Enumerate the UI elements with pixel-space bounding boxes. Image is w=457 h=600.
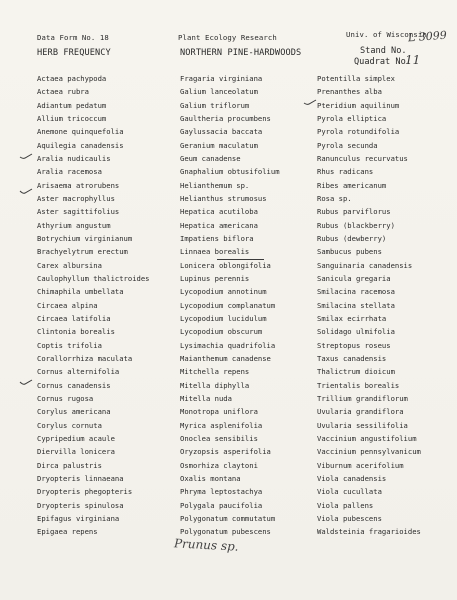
species-item: Corallorrhiza maculata [37, 353, 133, 363]
species-item: Dryopteris linnaeana [37, 473, 124, 483]
species-item: Rosa sp. [317, 193, 352, 203]
species-item: Polygonatum commutatum [180, 513, 276, 523]
species-item: Impatiens biflora [180, 233, 254, 243]
species-item: Lycopodium lucidulum [180, 313, 267, 323]
species-item: Prenanthes alba [317, 87, 382, 97]
species-item: Gaylussacia baccata [180, 127, 263, 137]
species-item: Gaultheria procumbens [180, 113, 271, 123]
species-item: Dirca palustris [37, 460, 102, 470]
species-item: Corylus americana [37, 407, 111, 417]
species-item: Thalictrum dioicum [317, 367, 395, 377]
species-column-2 [180, 72, 280, 538]
quadrat-value-handwritten: 11 [405, 53, 421, 67]
form-subtitle: NORTHERN PINE-HARDWOODS [180, 48, 302, 58]
species-item: Circaea latifolia [37, 313, 111, 323]
handwritten-note: Prunus sp. [173, 536, 239, 554]
species-item: Lycopodium annotinum [180, 287, 267, 297]
project-name: Plant Ecology Research [178, 33, 277, 42]
species-item: Polygonatum pubescens [180, 527, 271, 537]
species-item: Epigaea repens [37, 527, 98, 537]
species-item: Rhus radicans [317, 167, 374, 177]
species-item: Viola pubescens [317, 513, 382, 523]
species-item: Botrychium virginianum [37, 233, 133, 243]
species-item: Viburnum acerifolium [317, 460, 404, 470]
species-item: Epifagus virginiana [37, 513, 120, 523]
species-item: Arisaema atrorubens [37, 180, 120, 190]
form-number: Data Form No. 18 [37, 33, 109, 42]
species-item: Hepatica americana [180, 220, 258, 230]
species-item: Trillium grandiflorum [317, 393, 408, 403]
species-item: Circaea alpina [37, 300, 98, 310]
species-item: Galium lanceolatum [180, 87, 258, 97]
species-item: Smilacina stellata [317, 300, 395, 310]
species-item: Hepatica acutiloba [180, 207, 258, 217]
species-item: Anemone quinquefolia [37, 127, 124, 137]
species-item: Athyrium angustum [37, 220, 111, 230]
species-item: Cypripedium acaule [37, 433, 115, 443]
species-item: Waldsteinia fragarioides [317, 527, 421, 537]
species-item: Polygala paucifolia [180, 500, 263, 510]
form-title: HERB FREQUENCY [37, 48, 111, 58]
species-item: Cornus canadensis [37, 380, 111, 390]
species-item: Dryopteris spinulosa [37, 500, 124, 510]
species-item: Myrica asplenifolia [180, 420, 263, 430]
species-item: Lycopodium obscurum [180, 327, 263, 337]
species-item: Uvularia grandiflora [317, 407, 404, 417]
species-item: Fragaria virginiana [180, 74, 263, 83]
species-item: Trientalis borealis [317, 380, 400, 390]
species-item: Sambucus pubens [317, 247, 382, 257]
species-item: Clintonia borealis [37, 327, 115, 337]
species-item: Actaea rubra [37, 87, 89, 97]
species-item: Onoclea sensibilis [180, 433, 258, 443]
species-item: Adiantum pedatum [37, 100, 107, 110]
species-item: Ranunculus recurvatus [317, 153, 408, 163]
species-item: Pteridium aquilinum [317, 100, 400, 110]
species-item: Gnaphalium obtusifolium [180, 167, 280, 177]
species-item: Vaccinium angustifolium [317, 433, 417, 443]
species-item: Mitchella repens [180, 367, 250, 377]
species-item: Pyrola secunda [317, 140, 378, 150]
species-item: Smilacina racemosa [317, 287, 395, 297]
species-item: Viola canadensis [317, 473, 387, 483]
checkmark-icon [19, 187, 33, 195]
species-item: Actaea pachypoda [37, 74, 107, 83]
species-item: Aquilegia canadensis [37, 140, 124, 150]
quadrat-label: Quadrat No. [354, 57, 411, 67]
species-item: Taxus canadensis [317, 353, 387, 363]
species-item: Viola pallens [317, 500, 374, 510]
species-item: Rubus parviflorus [317, 207, 391, 217]
species-column-3 [317, 72, 421, 538]
species-item: Chimaphila umbellata [37, 287, 124, 297]
species-item: Geranium maculatum [180, 140, 258, 150]
stand-label: Stand No. [360, 46, 407, 56]
species-item: Sanicula gregaria [317, 273, 391, 283]
species-item: Aster sagittifolius [37, 207, 120, 217]
species-item: Lysimachia quadrifolia [180, 340, 276, 350]
species-item: Oxalis montana [180, 473, 241, 483]
species-item: Ribes americanum [317, 180, 387, 190]
species-item: Mitella diphylla [180, 380, 250, 390]
species-item: Helianthus strumosus [180, 193, 267, 203]
species-item: Phryma leptostachya [180, 487, 263, 497]
species-column-1 [37, 72, 150, 538]
species-item: Solidago ulmifolia [317, 327, 395, 337]
species-item: Viola cucullata [317, 487, 382, 497]
stand-value-handwritten: L 3099 [407, 28, 448, 45]
species-item: Galium triflorum [180, 100, 250, 110]
species-item: Lupinus perennis [180, 273, 250, 283]
species-item: Potentilla simplex [317, 74, 395, 83]
species-item: Osmorhiza claytoni [180, 460, 258, 470]
species-item: Pyrola rotundifolia [317, 127, 400, 137]
species-item: Lonicera oblongifolia [180, 260, 271, 270]
species-item: Caulophyllum thalictroides [37, 273, 150, 283]
species-item: Helianthemum sp. [180, 180, 250, 190]
species-item: Rubus (blackberry) [317, 220, 395, 230]
species-item: Allium tricoccum [37, 113, 107, 123]
species-item: Brachyelytrum erectum [37, 247, 128, 257]
species-item: Vaccinium pennsylvanicum [317, 447, 421, 457]
species-item: Monotropa uniflora [180, 407, 258, 417]
species-item: Cornus rugosa [37, 393, 94, 403]
species-item: Linnaea borealis [180, 247, 250, 257]
species-item: Sanguinaria canadensis [317, 260, 413, 270]
species-item: Aralia nudicaulis [37, 153, 111, 163]
institution: Univ. of Wisconsin [346, 30, 427, 39]
species-item: Lycopodium complanatum [180, 300, 276, 310]
species-item: Geum canadense [180, 153, 241, 163]
species-item: Coptis trifolia [37, 340, 102, 350]
species-item: Aster macrophyllus [37, 193, 115, 203]
species-item: Uvularia sessilifolia [317, 420, 408, 430]
species-item: Dryopteris phegopteris [37, 487, 133, 497]
species-item: Maianthemum canadense [180, 353, 271, 363]
species-item: Pyrola elliptica [317, 113, 387, 123]
checkmark-icon [303, 98, 317, 106]
species-item: Rubus (dewberry) [317, 233, 387, 243]
species-item: Diervilla lonicera [37, 447, 115, 457]
species-item: Corylus cornuta [37, 420, 102, 430]
species-item: Oryzopsis asperifolia [180, 447, 271, 457]
species-item: Aralia racemosa [37, 167, 102, 177]
checkmark-icon [19, 378, 33, 386]
checkmark-icon [19, 152, 33, 160]
species-item: Carex albursina [37, 260, 102, 270]
strikethrough-mark [217, 259, 264, 260]
species-item: Streptopus roseus [317, 340, 391, 350]
species-item: Cornus alternifolia [37, 367, 120, 377]
species-item: Mitella nuda [180, 393, 232, 403]
species-item: Smilax ecirrhata [317, 313, 387, 323]
